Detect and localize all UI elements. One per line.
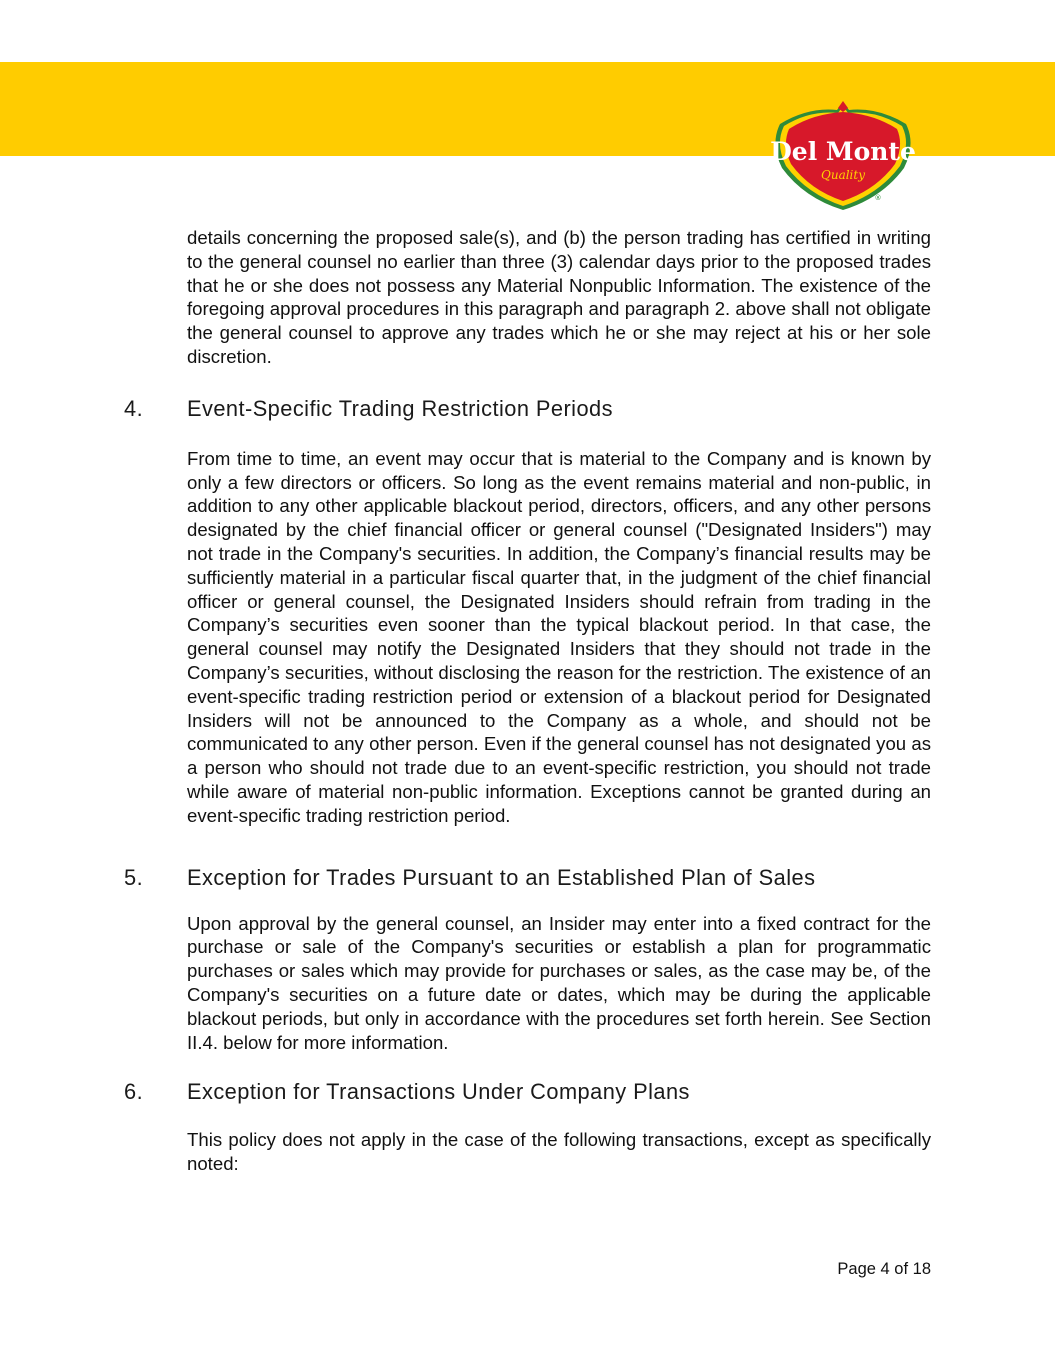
section-number: 6. [124,1079,144,1105]
section-number: 5. [124,864,144,890]
section-title: Exception for Trades Pursuant to an Established Plan of Sales [187,864,816,890]
logo-wordmark: Del Monte [770,137,916,166]
section-heading-6 [0,1078,1055,1106]
section-body-5: Upon approval by the general counsel, an Insider may enter into a fixed contract for the purchase or sale of the Company's securities or establish a plan for programmatic purchases or sales which may provide for purchases or sales, as the case may be, of the Company's securities on a future date or dates, which may be during the applicable blackout periods, but only in accordance with the procedures set forth herein. See Section II.4. below for more information. [187,912,931,1053]
section-title: Event-Specific Trading Restriction Periods [187,395,613,421]
continued-paragraph: details concerning the proposed sale(s), and (b) the person trading has certified in writing to the general counsel no earlier than three (3) calendar days prior to the proposed trades that he or she does not possess any Material Nonpublic Information. The existence of the foregoing approval procedures in this paragraph and paragraph 2. above shall not obligate the general counsel to approve any trades which he or she may reject at his or her sole discretion. [187,227,931,367]
del-monte-logo [770,100,916,212]
section-body-6: This policy does not apply in the case of the following transactions, except as specifically noted: [187,1129,931,1175]
section-number: 4. [124,395,144,421]
registered-mark: ® [874,194,882,202]
logo-tagline: Quality [821,168,865,182]
page-number: Page 4 of 18 [837,1260,931,1278]
section-body-4: From time to time, an event may occur that is material to the Company and is known by only a few directors or officers. So long as the event remains material and non-public, in addition to any other applicable blackout period, directors, officers, and any other persons designated by the chief financial officer or general counsel ("Designated Insiders") may not trade in the Company's securities. In addition, the Company’s financial results may be sufficiently material in a particular fiscal quarter that, in the judgment of the chief financial officer or general counsel, the Designated Insiders should refrain from trading in the Company’s securities even sooner than the typical blackout period. In that case, the general counsel may notify the Designated Insiders that they should not trade in the Company’s securities, without disclosing the reason for the restriction. The existence of an event-specific trading restriction period or extension of a blackout period for Designated Insiders will not be announced to the Company as a whole, and should not be communicated to any other person. Even if the general counsel has not designated you as a person who should not trade due to an event-specific restriction, you should not trade while aware of material non-public information. Exceptions cannot be granted during an event-specific trading restriction period. [187,447,931,826]
section-heading-4 [0,395,1055,423]
section-heading-5 [0,864,1055,892]
document-body [0,226,1055,1176]
section-title: Exception for Transactions Under Company Plans [187,1079,690,1105]
